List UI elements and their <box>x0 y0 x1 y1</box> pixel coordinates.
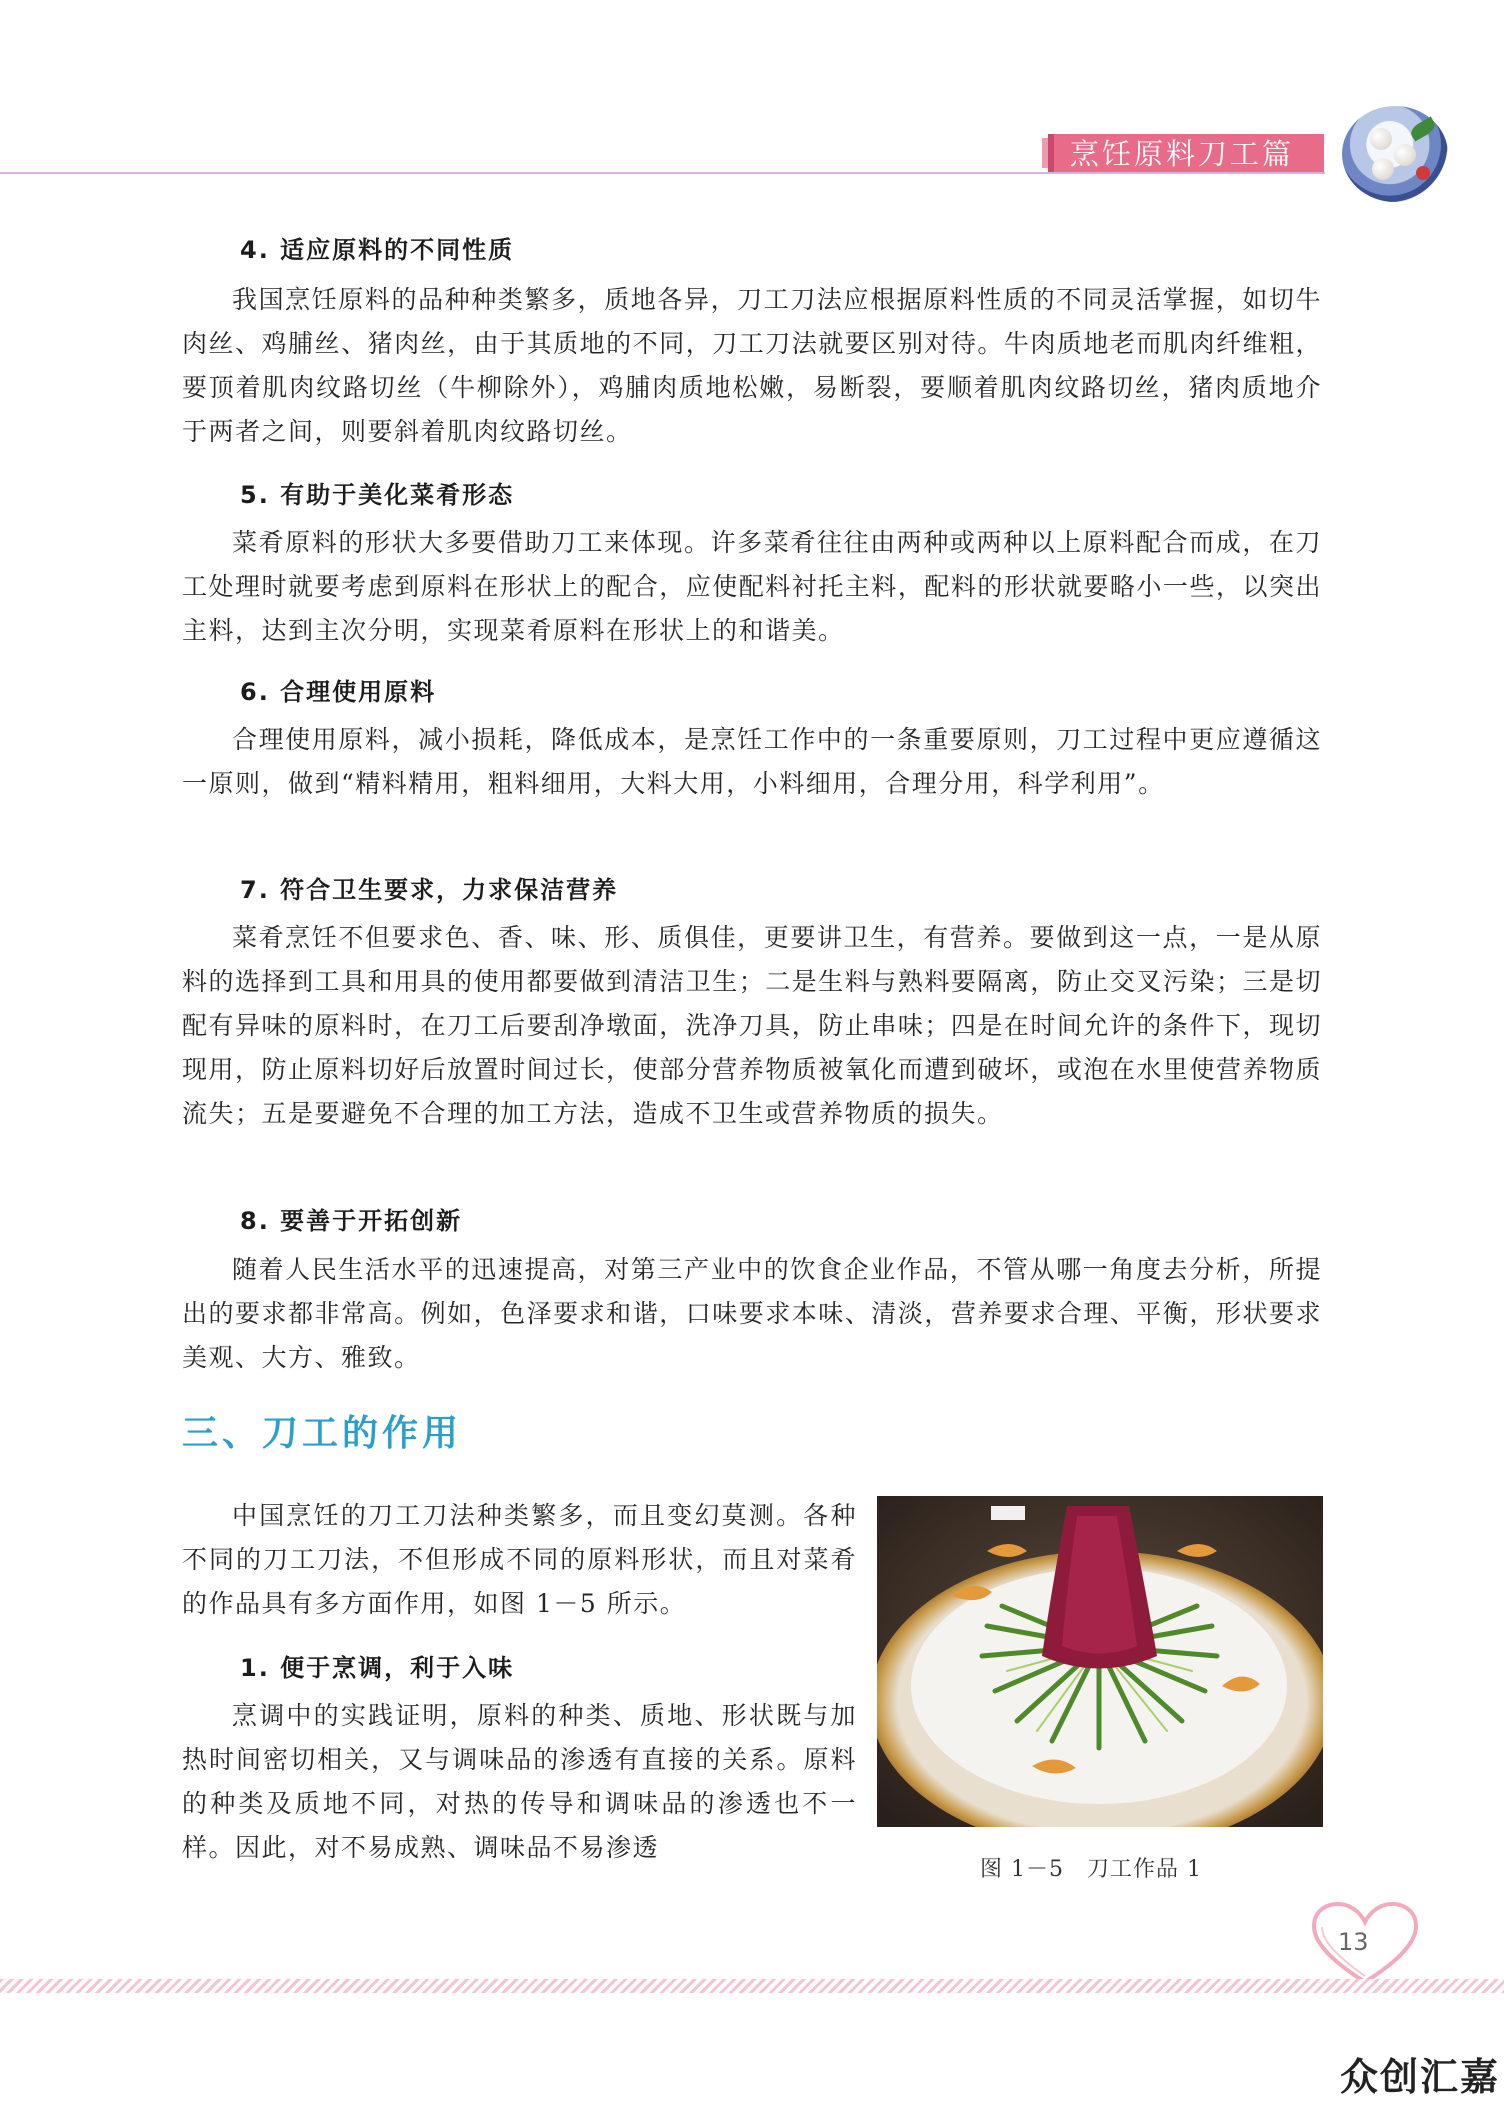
paragraph-6: 合理使用原料，减小损耗，降低成本，是烹饪工作中的一条重要原则，刀工过程中更应遵循这一原则，做到“精料精用，粗料细用，大料大用，小料细用，合理分用，科学利用”。 <box>182 725 1322 798</box>
paragraph-5: 菜肴原料的形状大多要借助刀工来体现。许多菜肴往往由两种或两种以上原料配合而成，在刀工处理时就要考虑到原料在形状上的配合，应使配料衬托主料，配料的形状就要略小一些，以突出主料，达到主次分明，实现菜肴原料在形状上的和谐美。 <box>182 528 1322 645</box>
heading-4: 4. 适应原料的不同性质 <box>240 236 515 264</box>
plate-ball-3 <box>1372 158 1394 180</box>
plate-leaf <box>1408 116 1438 141</box>
plate-tomato <box>1416 166 1430 180</box>
paragraph-8: 随着人民生活水平的迅速提高，对第三产业中的饮食企业作品，不管从哪一角度去分析，所提出的要求都非常高。例如，色泽要求和谐，口味要求本味、清淡，营养要求合理、平衡，形状要求美观、大方、雅致。 <box>182 1255 1322 1372</box>
plate-ball-2 <box>1394 144 1416 166</box>
section-title: 三、刀工的作用 <box>182 1413 463 1454</box>
plate-ball-1 <box>1370 128 1392 150</box>
figure-dish-photo <box>877 1496 1323 1827</box>
heading-8: 8. 要善于开拓创新 <box>240 1207 463 1235</box>
section-intro: 中国烹饪的刀工刀法种类繁多，而且变幻莫测。各种不同的刀工刀法，不但形成不同的原料形状，而且对菜肴的作品具有多方面作用，如图 1－5 所示。 <box>182 1501 857 1618</box>
sub-heading-1: 1. 便于烹调，利于入味 <box>240 1654 515 1682</box>
watermark-logo: 众创汇嘉 <box>1340 2055 1501 2099</box>
heading-6: 6. 合理使用原料 <box>240 678 437 706</box>
page-number: 13 <box>1338 1928 1369 1956</box>
paragraph-4: 我国烹饪原料的品种种类繁多，质地各异，刀工刀法应根据原料性质的不同灵活掌握，如切牛肉丝、鸡脯丝、猪肉丝，由于其质地的不同，刀工刀法就要区别对待。牛肉质地老而肌肉纤维粗，要顶着肌肉纹路切丝（牛柳除外），鸡脯肉质地松嫩，易断裂，要顺着肌肉纹路切丝，猪肉质地介于两者之间，则要斜着肌肉纹路切丝。 <box>182 285 1322 446</box>
header-plate-illustration <box>1342 106 1448 202</box>
chapter-title: 烹饪原料刀工篇 <box>1070 137 1295 171</box>
heading-5: 5. 有助于美化菜肴形态 <box>240 481 515 509</box>
figure-caption: 图 1－5 刀工作品 1 <box>980 1857 1202 1882</box>
footer-stripe <box>0 1979 1504 1993</box>
heading-7: 7. 符合卫生要求，力求保洁营养 <box>240 876 619 904</box>
paragraph-7: 菜肴烹饪不但要求色、香、味、形、质俱佳，更要讲卫生，有营养。要做到这一点，一是从原料的选择到工具和用具的使用都要做到清洁卫生；二是生料与熟料要隔离，防止交叉污染；三是切配有异味的原料时，在刀工后要刮净墩面，洗净刀具，防止串味；四是在时间允许的条件下，现切现用，防止原料切好后放置时间过长，使部分营养物质被氧化而遭到破坏，或泡在水里使营养物质流失；五是要避免不合理的加工方法，造成不卫生或营养物质的损失。 <box>182 923 1322 1128</box>
dish-illustration <box>877 1496 1323 1827</box>
sub-paragraph-1: 烹调中的实践证明，原料的种类、质地、形状既与加热时间密切相关，又与调味品的渗透有直接的关系。原料的种类及质地不同，对热的传导和调味品的渗透也不一样。因此，对不易成熟、调味品不易渗透 <box>182 1701 857 1862</box>
